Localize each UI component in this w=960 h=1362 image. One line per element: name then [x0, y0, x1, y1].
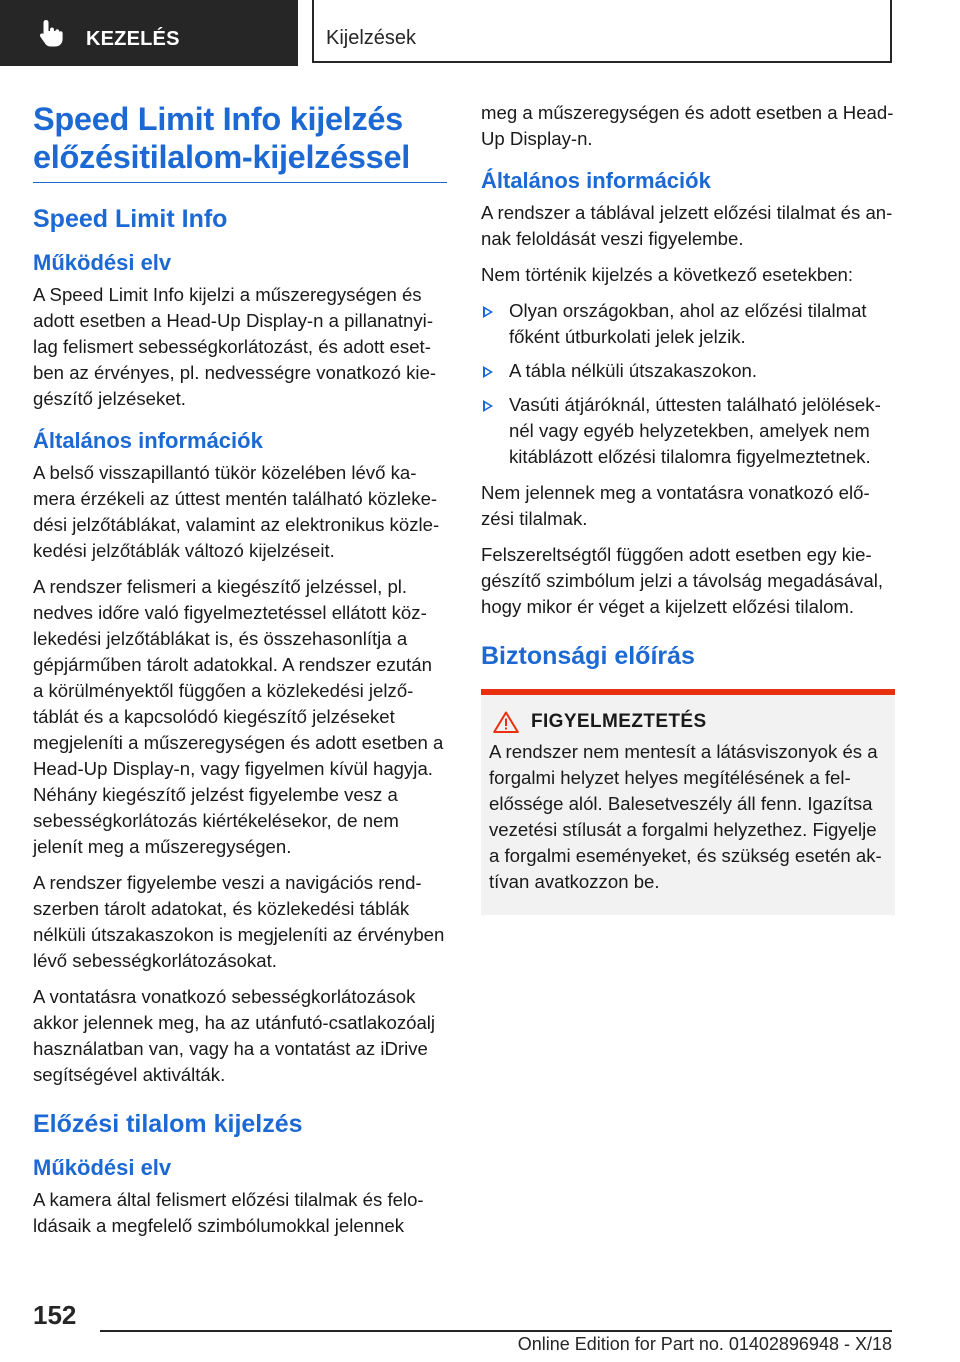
- list-item: [481, 358, 895, 384]
- paragraph: A rendszer figyelembe veszi a navigációs rendszerben tárolt adatokat, és közlekedési táblák nélküli útszakaszokon is megjeleníti az érvényben lévő sebességkorlátozásokat.: [33, 872, 445, 971]
- warning-header: [489, 711, 887, 733]
- section-heading-no-overtaking: Előzési tilalom kijelzés: [33, 1110, 303, 1138]
- paragraph: Nem jelennek meg a vontatásra vonatkozó előzési tilalmak.: [481, 482, 870, 529]
- subheading-general-info: Általános információk: [33, 428, 263, 453]
- left-column: [33, 100, 447, 1249]
- paragraph: A rendszer a táblával jelzett előzési tilalmat és annak feloldását veszi figyelembe.: [481, 202, 893, 249]
- list-item-text: A tábla nélküli útszakaszokon.: [509, 360, 758, 381]
- chapter-tab: [312, 0, 892, 63]
- list-item: [481, 298, 895, 350]
- warning-text: A rendszer nem mentesít a látásviszonyok és a forgalmi helyzet helyes megítélésének a felelőssége alól. Balesetveszély áll fenn. Igazítsa vezetési stílusát a forgalmi helyzethez. Figyelje a forgalmi eseményeket, és szükség esetén aktívan avatkozzon be.: [489, 741, 882, 892]
- section-heading-safety: Biztonsági előírás: [481, 642, 695, 670]
- triangle-bullet-icon: [483, 366, 493, 378]
- list-item: [481, 392, 895, 470]
- edition-note: Online Edition for Part no. 01402896948 - X/18: [517, 1334, 892, 1354]
- warning-triangle-icon: [493, 711, 519, 733]
- paragraph: A kamera által felismert előzési tilalmak és feloldásaik a megfelelő szimbólumokkal jelennek: [33, 1189, 424, 1236]
- page-header: [0, 0, 960, 66]
- paragraph: A rendszer felismeri a kiegészítő jelzéssel, pl. nedves időre való figyelmeztetéssel ellátott közlekedési jelzőtáblákat is, és összehasonlítja a gépjárműben tárolt adatokkal. A rendszer ezután a körülményektől függően a közlekedési jelzőtáblát és a kapcsolódó kiegészítő jelzéseket megjeleníti a műszeregységen és adott esetben a Head-Up Display-n, vagy figyelmen kívül hagyja. Néhány kiegészítő jelzést figyelembe vesz a sebességkorlátozás kiértékelésekor, de nem jelenít meg a műszeregységen.: [33, 576, 444, 857]
- paragraph: A vontatásra vonatkozó sebességkorlátozások akkor jelennek meg, ha az utánfutó-csatlakozóalj használatban van, vagy ha a vontatást az iDrive segítségével aktiválták.: [33, 986, 436, 1085]
- page-number: 152: [33, 1300, 77, 1330]
- triangle-bullet-icon: [483, 400, 493, 412]
- paragraph: A Speed Limit Info kijelzi a műszeregységen és adott esetben a Head-Up Display-n a pillanatnyilag felismert sebességkorlátozást, és adott esetben az érvényes, pl. nedvességre vonatkozó kiegészítő jelzéseket.: [33, 284, 437, 409]
- right-column: [481, 100, 895, 915]
- hand-touch-icon: [38, 18, 64, 48]
- subheading-function: Működési elv: [33, 250, 172, 275]
- list-item-text: Vasúti átjáróknál, úttesten található jelöléseknél vagy egyéb helyzetekben, amelyek nem kitáblázott előzési tilalomra figyelmeztetnek.: [509, 394, 881, 467]
- page-footer: [0, 1290, 960, 1362]
- paragraph: Nem történik kijelzés a következő esetekben:: [481, 264, 854, 285]
- section-tab: [0, 0, 298, 66]
- section-heading-speed-limit-info: Speed Limit Info: [33, 205, 228, 233]
- warning-box: [481, 689, 895, 915]
- subheading-general-info: Általános információk: [481, 168, 711, 193]
- footer-divider: [100, 1330, 892, 1332]
- list-item-text: Olyan országokban, ahol az előzési tilalmat főként útburkolati jelek jelzik.: [509, 300, 867, 347]
- subheading-function: Működési elv: [33, 1155, 172, 1180]
- paragraph: A belső visszapillantó tükör közelében lévő kamera érzékeli az úttest mentén található közlekedési jelzőtáblákat, valamint az elektronikus közlekedési jelzőtáblák változó kijelzéseit.: [33, 462, 440, 561]
- warning-title: FIGYELMEZTETÉS: [531, 711, 707, 732]
- triangle-bullet-icon: [483, 306, 493, 318]
- paragraph-continued: meg a műszeregységen és adott esetben a Head-Up Display-n.: [481, 102, 894, 149]
- section-label: KEZELÉS: [86, 28, 180, 50]
- page-title: Speed Limit Info kijelzés előzésitilalom-kijelzéssel: [33, 100, 447, 183]
- paragraph: Felszereltségtől függően adott esetben egy kiegészítő szimbólum jelzi a távolság megadásával, hogy mikor ér véget a kijelzett előzési tilalom.: [481, 544, 884, 617]
- chapter-label: Kijelzések: [326, 27, 417, 49]
- bullet-list: [481, 298, 895, 470]
